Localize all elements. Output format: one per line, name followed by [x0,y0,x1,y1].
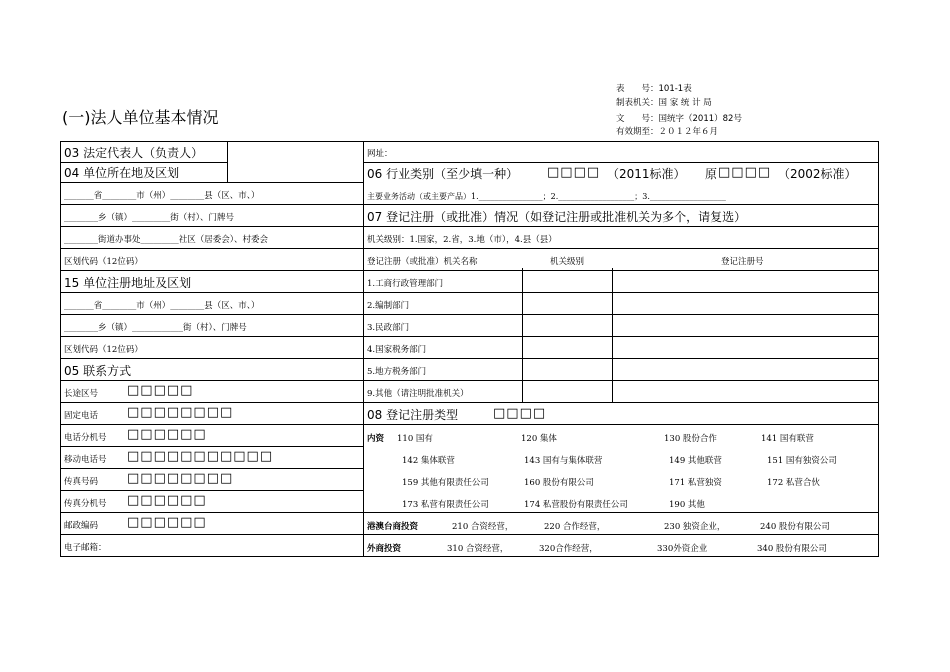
type-option[interactable]: 160 股份有限公司 [524,478,594,488]
mobile-label: 移动电话号 [64,455,107,465]
type-option[interactable]: 171 私营独资 [669,478,722,488]
legal-representative-label: 03 法定代表人（负责人） [64,146,204,160]
postcode-boxes[interactable]: □□□□□□ [127,515,207,530]
industry-category-label: 06 行业类别（至少填一种） [367,167,519,181]
foreign-label [367,543,401,555]
address-line-2[interactable]: ________乡（镇）_________街（村）、门牌号 [64,213,235,223]
form-grid [60,141,879,557]
mobile-boxes[interactable]: □□□□□□□□□□□ [127,449,274,464]
fax-extension-boxes[interactable]: □□□□□□ [127,493,207,508]
column-authority-name: 登记注册（或批准）机关名称 [367,257,478,267]
type-option[interactable]: 240 股份有限公司 [760,522,830,532]
type-option[interactable]: 143 国有与集体联营 [524,456,603,466]
standard-2002-label: （2002标准） [778,167,857,181]
industry-2002-boxes[interactable]: □□□□ [718,165,772,180]
registration-type-boxes[interactable]: □□□□ [493,406,547,421]
registered-address-title: 15 单位注册地址及区划 [64,276,192,290]
type-option[interactable]: 320合作经营， [539,544,598,554]
hmt-label [367,521,418,533]
industry-2011-boxes[interactable]: □□□□ [547,165,601,180]
type-option[interactable]: 230 独资企业， [664,522,726,532]
standard-2011-label: （2011标准） [607,167,686,181]
type-option[interactable]: 330外资企业 [657,544,708,554]
fax-boxes[interactable]: □□□□□□□□ [127,471,234,486]
type-option[interactable]: 151 国有独资公司 [767,456,837,466]
type-option[interactable]: 174 私营股份有限责任公司 [524,500,628,510]
extension-boxes[interactable]: □□□□□□ [127,427,207,442]
type-option[interactable]: 149 其他联营 [669,456,722,466]
registered-address-line-2[interactable]: ________乡（镇）____________街（村）、门牌号 [64,323,247,333]
type-option[interactable]: 130 股份合作 [664,434,717,444]
type-option[interactable]: 340 股份有限公司 [757,544,827,554]
address-line-3[interactable]: ________街道办事处_________社区（居委会）、村委会 [64,235,269,245]
type-option[interactable]: 190 其他 [669,500,705,510]
address-line-1[interactable]: _______省________市（州）________县（区、市、） [64,191,260,201]
authority-row: 9.其他（请注明批准机关） [367,389,469,399]
type-option[interactable]: 173 私营有限责任公司 [402,500,489,510]
type-option[interactable]: 159 其他有限责任公司 [402,478,489,488]
form-number: 表 号：101-1表 [616,84,692,94]
contact-section-title: 05 联系方式 [64,364,132,378]
main-business-line[interactable]: 主要业务活动（或主要产品）1.________________；2.___________________；3.___________________ [367,192,726,201]
address-section-title: 04 单位所在地及区划 [64,166,180,180]
fax-extension-label: 传真分机号 [64,499,107,509]
registration-section-title: 07 登记注册（或批准）情况（如登记注册或批准机关为多个，请复选） [367,210,747,224]
domestic-text: 内资 [367,434,385,444]
registration-type-title: 08 登记注册类型 [367,408,459,422]
type-option[interactable]: 310 合资经营， [447,544,509,554]
extension-label: 电话分机号 [64,433,107,443]
issuing-authority: 制表机关：国 家 统 计 局 [616,98,712,108]
authority-row: 3.民政部门 [367,323,410,333]
registered-region-code[interactable]: 区划代码（12位码） [64,345,143,355]
hmt-text: 港澳台商投资 [367,522,419,532]
phone-label: 固定电话 [64,411,99,421]
type-option[interactable]: 210 合资经营， [452,522,514,532]
type-option[interactable]: 220 合作经营， [544,522,606,532]
document-number: 文 号：国统字（2011）82号 [616,114,742,124]
authority-row: 4.国家税务部门 [367,345,427,355]
authority-level-note: 机关级别：1.国家，2.省，3.地（市），4.县（县） [367,235,557,245]
website-label[interactable]: 网址： [367,149,393,159]
authority-row: 5.地方税务部门 [367,367,427,377]
authority-row: 2.编制部门 [367,301,410,311]
area-code-label: 长途区号 [64,389,99,399]
type-option[interactable]: 120 集体 [521,434,557,444]
type-option[interactable]: 141 国有联营 [761,434,814,444]
authority-row: 1.工商行政管理部门 [367,279,444,289]
domestic-label [367,433,384,445]
type-option[interactable]: 142 集体联营 [402,456,455,466]
phone-boxes[interactable]: □□□□□□□□ [127,405,234,420]
column-registration-number: 登记注册号 [721,257,764,267]
address-region-code[interactable]: 区划代码（12位码） [64,257,143,267]
fax-label: 传真号码 [64,477,99,487]
area-code-boxes[interactable]: □□□□□ [127,383,194,398]
page-title: (一)法人单位基本情况 [62,108,219,127]
column-authority-level: 机关级别 [550,257,585,267]
foreign-text: 外商投资 [367,544,402,554]
postcode-label: 邮政编码 [64,521,99,531]
original-label: 原 [705,167,718,181]
registered-address-line-1[interactable]: _______省________市（州）________县（区、市、） [64,301,260,311]
type-option[interactable]: 172 私营合伙 [767,478,820,488]
type-option[interactable]: 110 国有 [397,434,433,444]
email-label[interactable]: 电子邮箱： [64,543,107,553]
validity-date: 有效期至：２０１２年６月 [616,127,719,137]
